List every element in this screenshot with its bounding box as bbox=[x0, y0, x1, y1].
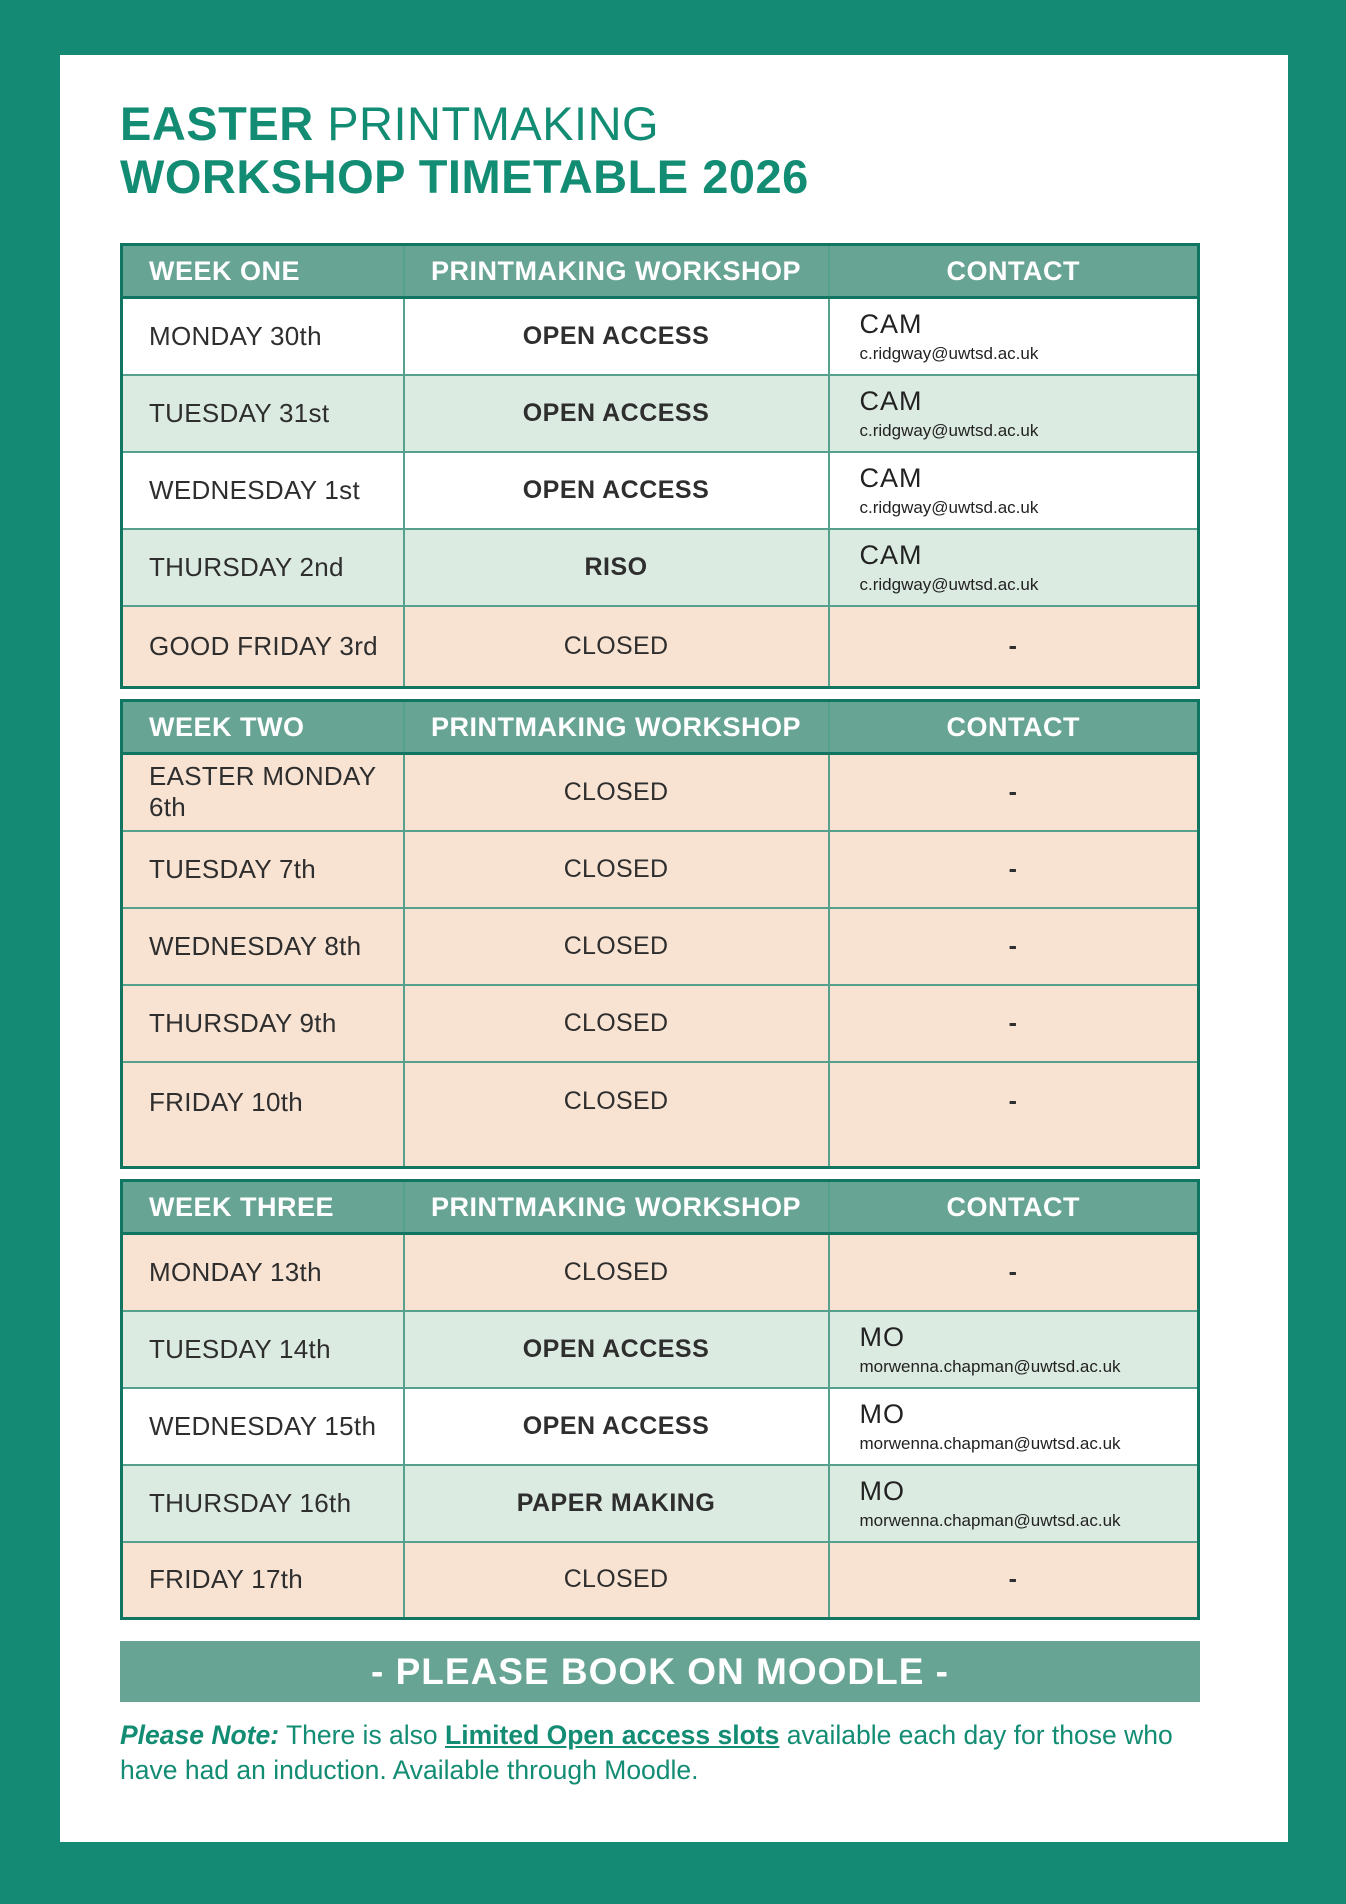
workshop-cell bbox=[404, 1234, 829, 1311]
day-cell: WEDNESDAY 1st bbox=[122, 452, 404, 529]
timetable-week-one bbox=[120, 243, 1200, 689]
workshop-label: OPEN ACCESS bbox=[522, 1411, 710, 1440]
workshop-cell bbox=[404, 1465, 829, 1542]
contact-dash: - bbox=[829, 831, 1199, 908]
page-title bbox=[120, 97, 1288, 203]
workshop-column-header: PRINTMAKING WORKSHOP bbox=[404, 1181, 829, 1234]
workshop-cell bbox=[404, 606, 829, 688]
contact-column-header: CONTACT bbox=[829, 245, 1199, 298]
workshop-cell bbox=[404, 1062, 829, 1168]
workshop-label: CLOSED bbox=[563, 1565, 669, 1594]
table-row bbox=[122, 1062, 1199, 1168]
contact-email: c.ridgway@uwtsd.ac.uk bbox=[859, 420, 1039, 440]
day-cell: EASTER MONDAY 6th bbox=[122, 754, 404, 831]
day-cell: TUESDAY 31st bbox=[122, 375, 404, 452]
footnote-text1: There is also bbox=[279, 1720, 446, 1751]
title-line1 bbox=[120, 97, 659, 150]
contact-email: morwenna.chapman@uwtsd.ac.uk bbox=[859, 1510, 1121, 1530]
footnote-text2: available each day for those who have had an induction. Available through Moodle. bbox=[120, 1720, 1173, 1785]
table-row bbox=[122, 1465, 1199, 1542]
contact-dash: - bbox=[829, 1542, 1199, 1619]
timetable-tables bbox=[60, 243, 1288, 1620]
workshop-label: CLOSED bbox=[563, 1257, 669, 1286]
contact-dash: - bbox=[829, 908, 1199, 985]
moodle-booking-banner: - PLEASE BOOK ON MOODLE - bbox=[120, 1641, 1200, 1702]
table-row bbox=[122, 985, 1199, 1062]
contact-name: MO bbox=[859, 1475, 905, 1506]
day-cell: MONDAY 13th bbox=[122, 1234, 404, 1311]
workshop-cell bbox=[404, 529, 829, 606]
workshop-label: CLOSED bbox=[563, 777, 669, 806]
workshop-label: OPEN ACCESS bbox=[522, 321, 710, 350]
contact-cell bbox=[829, 375, 1199, 452]
table-row bbox=[122, 606, 1199, 688]
contact-cell bbox=[829, 452, 1199, 529]
contact-name: CAM bbox=[859, 539, 923, 570]
week-label-header: WEEK ONE bbox=[122, 245, 404, 298]
header-row bbox=[122, 245, 1199, 298]
workshop-label: CLOSED bbox=[563, 631, 669, 660]
workshop-cell bbox=[404, 908, 829, 985]
workshop-label: CLOSED bbox=[563, 854, 669, 883]
workshop-label: OPEN ACCESS bbox=[522, 398, 710, 427]
table-row bbox=[122, 298, 1199, 375]
workshop-cell bbox=[404, 831, 829, 908]
contact-column-header: CONTACT bbox=[829, 701, 1199, 754]
workshop-label: RISO bbox=[584, 552, 648, 581]
contact-email: morwenna.chapman@uwtsd.ac.uk bbox=[859, 1356, 1121, 1376]
contact-cell bbox=[829, 1388, 1199, 1465]
contact-email: c.ridgway@uwtsd.ac.uk bbox=[859, 497, 1039, 517]
contact-dash: - bbox=[829, 754, 1199, 831]
workshop-label: CLOSED bbox=[563, 931, 669, 960]
timetable-week-three bbox=[120, 1179, 1200, 1620]
workshop-cell bbox=[404, 985, 829, 1062]
workshop-cell bbox=[404, 754, 829, 831]
header-row bbox=[122, 701, 1199, 754]
day-cell: MONDAY 30th bbox=[122, 298, 404, 375]
day-cell: TUESDAY 7th bbox=[122, 831, 404, 908]
workshop-label: CLOSED bbox=[563, 1086, 669, 1115]
title-line2: WORKSHOP TIMETABLE 2026 bbox=[120, 150, 809, 204]
table-row bbox=[122, 831, 1199, 908]
contact-name: MO bbox=[859, 1398, 905, 1429]
contact-dash: - bbox=[829, 1062, 1199, 1168]
header-row bbox=[122, 1181, 1199, 1234]
contact-email: c.ridgway@uwtsd.ac.uk bbox=[859, 343, 1039, 363]
workshop-cell bbox=[404, 1388, 829, 1465]
workshop-label: CLOSED bbox=[563, 1008, 669, 1037]
workshop-cell bbox=[404, 452, 829, 529]
workshop-cell bbox=[404, 1542, 829, 1619]
workshop-column-header: PRINTMAKING WORKSHOP bbox=[404, 701, 829, 754]
table-row bbox=[122, 754, 1199, 831]
day-cell: THURSDAY 16th bbox=[122, 1465, 404, 1542]
table-row bbox=[122, 1388, 1199, 1465]
table-row bbox=[122, 1311, 1199, 1388]
workshop-column-header: PRINTMAKING WORKSHOP bbox=[404, 245, 829, 298]
contact-email: morwenna.chapman@uwtsd.ac.uk bbox=[859, 1433, 1121, 1453]
footnote bbox=[120, 1718, 1215, 1787]
day-cell: WEDNESDAY 8th bbox=[122, 908, 404, 985]
title-word-easter: EASTER bbox=[120, 97, 314, 150]
contact-name: CAM bbox=[859, 385, 923, 416]
footnote-prefix: Please Note: bbox=[120, 1720, 280, 1751]
contact-name: CAM bbox=[859, 462, 923, 493]
week-label-header: WEEK THREE bbox=[122, 1181, 404, 1234]
workshop-label: OPEN ACCESS bbox=[522, 1334, 710, 1363]
day-cell: THURSDAY 2nd bbox=[122, 529, 404, 606]
table-row bbox=[122, 529, 1199, 606]
contact-name: MO bbox=[859, 1321, 905, 1352]
footnote-highlight: Limited Open access slots bbox=[445, 1720, 780, 1751]
timetable-week-two bbox=[120, 699, 1200, 1169]
week-label-header: WEEK TWO bbox=[122, 701, 404, 754]
table-row bbox=[122, 1234, 1199, 1311]
contact-cell bbox=[829, 298, 1199, 375]
contact-dash: - bbox=[829, 985, 1199, 1062]
contact-cell bbox=[829, 529, 1199, 606]
workshop-cell bbox=[404, 1311, 829, 1388]
day-cell: FRIDAY 17th bbox=[122, 1542, 404, 1619]
table-row bbox=[122, 375, 1199, 452]
table-row bbox=[122, 908, 1199, 985]
contact-cell bbox=[829, 1311, 1199, 1388]
title-word-printmaking: PRINTMAKING bbox=[313, 97, 660, 150]
day-cell: WEDNESDAY 15th bbox=[122, 1388, 404, 1465]
contact-dash: - bbox=[829, 1234, 1199, 1311]
workshop-label: OPEN ACCESS bbox=[522, 475, 710, 504]
workshop-cell bbox=[404, 298, 829, 375]
day-cell: GOOD FRIDAY 3rd bbox=[122, 606, 404, 688]
contact-column-header: CONTACT bbox=[829, 1181, 1199, 1234]
workshop-label: PAPER MAKING bbox=[516, 1488, 716, 1517]
day-cell: THURSDAY 9th bbox=[122, 985, 404, 1062]
day-cell: FRIDAY 10th bbox=[122, 1062, 404, 1168]
contact-email: c.ridgway@uwtsd.ac.uk bbox=[859, 574, 1039, 594]
table-row bbox=[122, 452, 1199, 529]
day-cell: TUESDAY 14th bbox=[122, 1311, 404, 1388]
contact-cell bbox=[829, 1465, 1199, 1542]
poster-page bbox=[60, 55, 1288, 1842]
contact-dash: - bbox=[829, 606, 1199, 688]
table-row bbox=[122, 1542, 1199, 1619]
contact-name: CAM bbox=[859, 308, 923, 339]
workshop-cell bbox=[404, 375, 829, 452]
